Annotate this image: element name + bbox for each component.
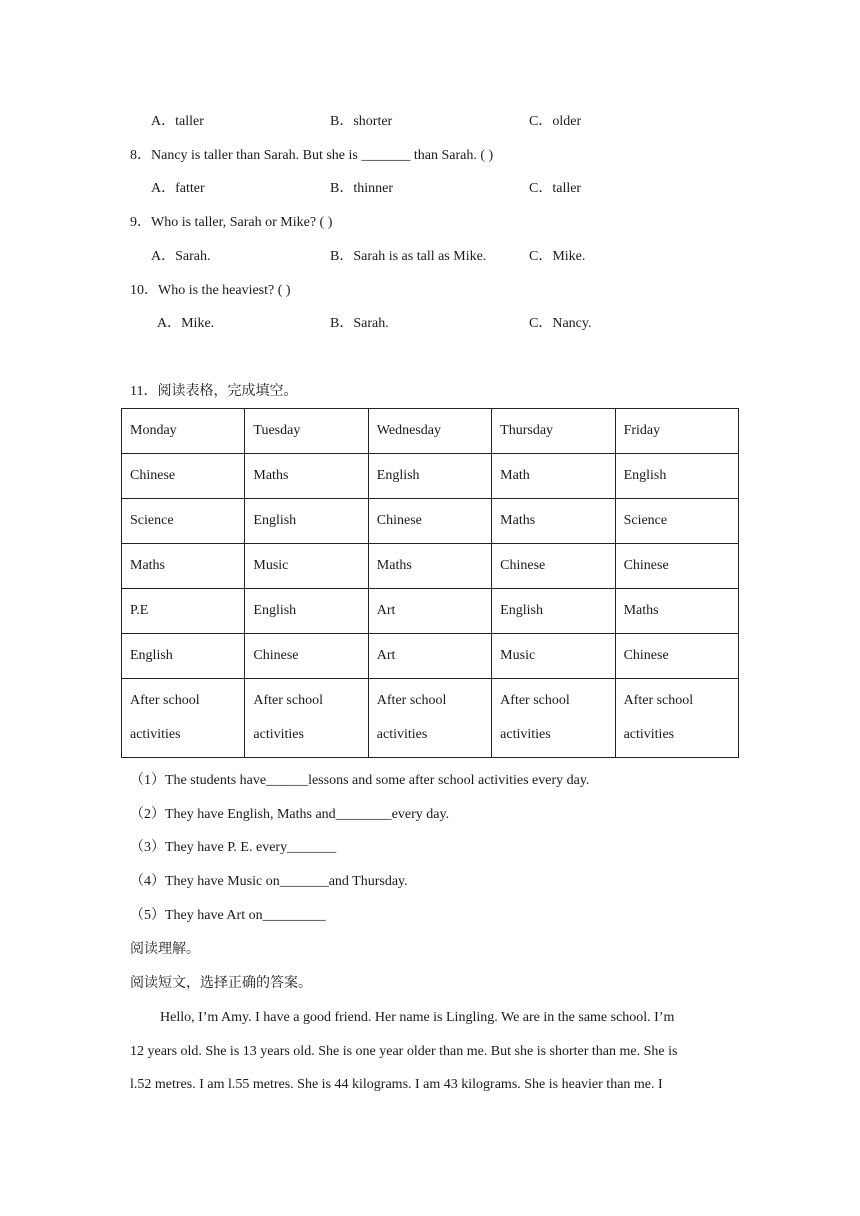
table-cell: Chinese [615, 634, 738, 679]
schedule-table [121, 408, 739, 758]
q10-option-a: A．Mike. [157, 316, 215, 331]
q10-option-b: B．Sarah. [330, 316, 389, 331]
q7-option-a: A．taller [151, 114, 204, 129]
table-cell: Music [492, 634, 615, 679]
table-cell: Tuesday [245, 409, 368, 454]
table-cell: Chinese [615, 544, 738, 589]
q9-option-a: A．Sarah. [151, 249, 211, 264]
q11-blank-4: （4）They have Music on_______and Thursday. [130, 874, 408, 889]
q8-option-a: A．fatter [151, 181, 205, 196]
q11-blank-5: （5）They have Art on_________ [130, 908, 326, 923]
table-cell: Maths [122, 544, 245, 589]
table-cell: Wednesday [368, 409, 491, 454]
activities-line2: activities [130, 727, 181, 742]
activities-line1: After school [253, 693, 323, 708]
table-row [122, 499, 739, 544]
table-cell-activities [492, 679, 615, 758]
table-cell: Chinese [492, 544, 615, 589]
table-cell: Friday [615, 409, 738, 454]
table-row-activities [122, 679, 739, 758]
activities-line1: After school [623, 693, 694, 708]
table-cell: Art [368, 634, 491, 679]
table-cell: Maths [368, 544, 491, 589]
table-cell: English [368, 454, 491, 499]
table-cell-activities [368, 679, 491, 758]
table-row [122, 454, 739, 499]
reading-instruction: 阅读短文，选择正确的答案。 [130, 976, 312, 991]
table-cell-activities [615, 679, 738, 758]
q11-blank-3: （3）They have P. E. every_______ [130, 840, 337, 855]
table-cell: Science [615, 499, 738, 544]
activities-line2: activities [500, 727, 551, 742]
table-cell: English [245, 499, 368, 544]
activities-line2: activities [623, 727, 675, 742]
table-cell: Music [245, 544, 368, 589]
q9-option-c: C．Mike. [529, 249, 586, 264]
q11-title: 11．阅读表格，完成填空。 [130, 384, 298, 399]
table-cell: English [615, 454, 738, 499]
q7-option-c: C．older [529, 114, 582, 129]
table-cell: English [245, 589, 368, 634]
table-cell-activities [245, 679, 368, 758]
table-cell: Chinese [122, 454, 245, 499]
activities-line1: After school [376, 693, 447, 708]
q9-text: 9．Who is taller, Sarah or Mike? ( ) [130, 215, 333, 230]
q10-text: 10．Who is the heaviest? ( ) [130, 283, 291, 298]
q9-option-b: B．Sarah is as tall as Mike. [330, 249, 487, 264]
table-row [122, 634, 739, 679]
q8-option-b: B．thinner [330, 181, 393, 196]
table-cell: Maths [245, 454, 368, 499]
table-cell: Chinese [368, 499, 491, 544]
q8-text: 8．Nancy is taller than Sarah. But she is _______ than Sarah. ( ) [130, 148, 494, 163]
table-cell: Maths [492, 499, 615, 544]
reading-heading: 阅读理解。 [130, 942, 200, 957]
activities-line1: After school [500, 693, 570, 708]
table-cell: Math [492, 454, 615, 499]
reading-line-2: 12 years old. She is 13 years old. She is one year older than me. But she is shorter than me. She is [130, 1044, 678, 1059]
table-cell: P.E [122, 589, 245, 634]
reading-line-3: l.52 metres. I am l.55 metres. She is 44 kilograms. I am 43 kilograms. She is heavier than me. I [130, 1077, 663, 1092]
q11-blank-2: （2）They have English, Maths and________every day. [130, 807, 450, 822]
table-cell: Monday [122, 409, 245, 454]
q11-blank-1: （1）The students have______lessons and some after school activities every day. [130, 773, 590, 788]
table-cell: Chinese [245, 634, 368, 679]
table-row [122, 589, 739, 634]
table-cell: English [492, 589, 615, 634]
table-row [122, 544, 739, 589]
table-row [122, 409, 739, 454]
activities-line2: activities [253, 727, 304, 742]
table-cell-activities [122, 679, 245, 758]
q10-option-c: C．Nancy. [529, 316, 592, 331]
activities-line2: activities [376, 727, 428, 742]
table-cell: Thursday [492, 409, 615, 454]
q8-option-c: C．taller [529, 181, 582, 196]
activities-line1: After school [130, 693, 200, 708]
table-cell: Science [122, 499, 245, 544]
reading-line-1: Hello, I’m Amy. I have a good friend. Her name is Lingling. We are in the same school. I’m [160, 1010, 675, 1025]
table-cell: Maths [615, 589, 738, 634]
table-cell: English [122, 634, 245, 679]
table-cell: Art [368, 589, 491, 634]
q7-option-b: B．shorter [330, 114, 393, 129]
